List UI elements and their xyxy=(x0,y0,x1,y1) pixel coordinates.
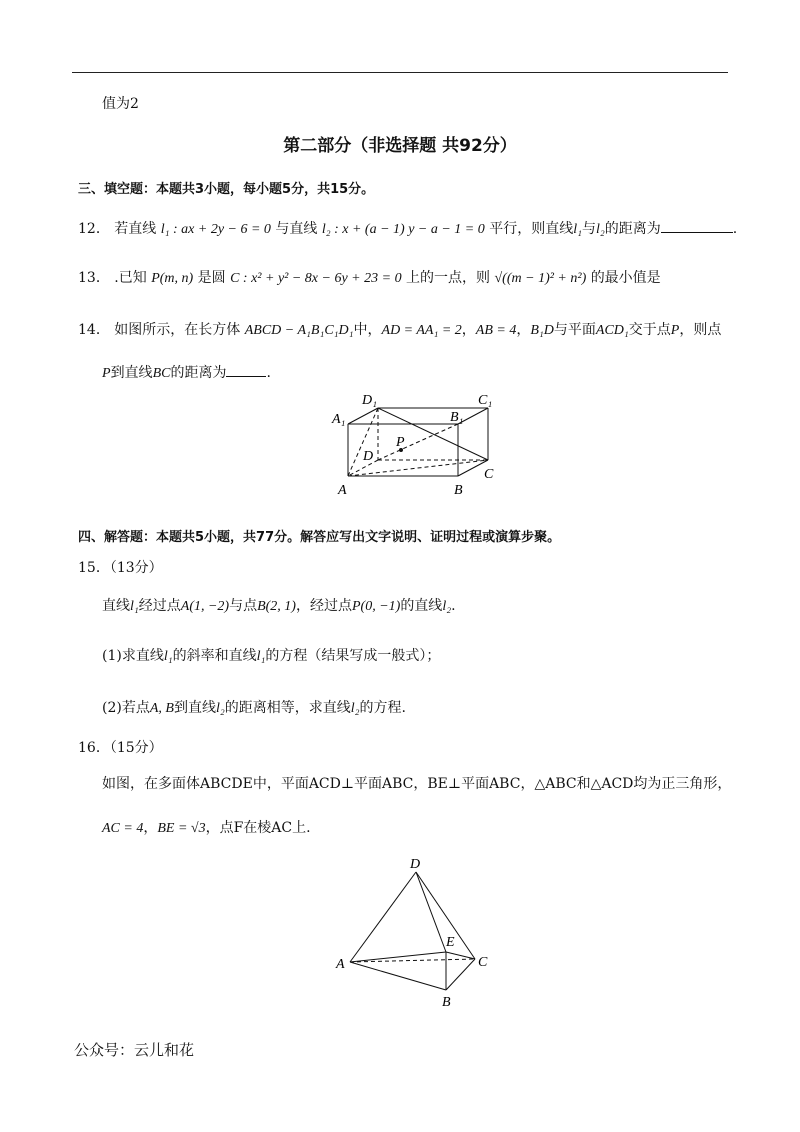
label-a: A xyxy=(338,483,347,498)
label-b1: B₁ xyxy=(450,410,464,425)
label-c: C xyxy=(478,955,488,970)
q12-text-c: 平行，则直线 xyxy=(489,221,574,237)
edge-bc xyxy=(446,959,475,990)
q15-text-a: 直线 xyxy=(102,598,130,614)
q13-text-b: 是圆 xyxy=(197,270,226,286)
section-3-heading: 三、填空题：本题共3小题，每小题5分，共15分。 xyxy=(78,182,375,197)
q14-line2-p: P xyxy=(102,366,111,381)
q14-bc: BC xyxy=(152,366,171,381)
q14-text-f: 交于点 xyxy=(628,322,671,338)
q14-text-a: 如图所示，在长方体 xyxy=(114,322,241,338)
q15-text-c: 与点 xyxy=(229,598,258,614)
label-b: B xyxy=(442,995,451,1010)
question-13 xyxy=(78,268,661,289)
label-c1: C₁ xyxy=(478,393,493,408)
polyhedron-figure xyxy=(330,852,510,1014)
q15-p1-l1: l₁ xyxy=(163,649,173,664)
edge-da xyxy=(350,872,416,962)
q14-text-d: ， xyxy=(516,322,531,338)
q15-text-e: 的直线 xyxy=(400,598,443,614)
q14-line2-b: 的距离为 xyxy=(170,365,227,381)
section-4-heading: 四、解答题：本题共5小题，共77分。解答应写出文字说明、证明过程或演算步聚。 xyxy=(78,530,561,545)
question-14-line2 xyxy=(102,362,271,384)
q14-plane: ACD₁ xyxy=(595,323,629,338)
q14-line2-a: 到直线 xyxy=(110,365,153,381)
part-title: 第二部分（非选择题 共92分） xyxy=(283,136,517,156)
label-a: A xyxy=(336,957,345,972)
q15-text-b: 经过点 xyxy=(138,598,181,614)
header-rule xyxy=(72,72,728,73)
q16-text-d: ，点F在棱AC上. xyxy=(205,820,311,836)
q15-point-b: B(2, 1) xyxy=(257,599,296,614)
q14-number: 14． xyxy=(78,322,110,338)
question-12 xyxy=(78,218,737,240)
q14-eq1: AD = AA₁ = 2 xyxy=(381,323,462,338)
header-text: 值为2 xyxy=(102,96,139,112)
edge-ab xyxy=(350,962,446,990)
q15-p1-c: 的方程（结果写成一般式）； xyxy=(265,648,441,664)
edge-de xyxy=(416,872,446,952)
question-14 xyxy=(78,320,721,341)
q13-number: 13． xyxy=(78,270,110,286)
q12-l1-symbol: l₁ xyxy=(573,222,582,237)
q15-p1-b: 的斜率和直线 xyxy=(172,648,257,664)
label-a1: A₁ xyxy=(332,412,346,427)
question-15-part2 xyxy=(102,698,406,719)
q12-text-e: 的距离为 xyxy=(604,221,661,237)
q12-answer-blank xyxy=(661,218,733,233)
q14-point-p: P xyxy=(670,323,680,338)
q15-l1: l₁ xyxy=(130,599,139,614)
label-d: D xyxy=(363,449,374,464)
q15-p2-a: (2)若点 xyxy=(102,700,150,716)
label-d1: D₁ xyxy=(362,393,377,408)
q16-number: 16．（15分） xyxy=(78,740,163,756)
q14-text-g: ，则点 xyxy=(679,322,722,338)
q14-text-b: 中， xyxy=(353,322,382,338)
q14-end: . xyxy=(266,365,271,381)
footer-text: 公众号：云儿和花 xyxy=(74,1041,195,1059)
q12-line-l1: l₁ : ax + 2y − 6 = 0 xyxy=(160,222,271,237)
q16-eq1: AC = 4 xyxy=(102,821,144,836)
q15-p1-a: (1)求直线 xyxy=(102,648,164,664)
q15-p2-c: 的距离相等，求直线 xyxy=(224,700,351,716)
label-d: D xyxy=(410,857,421,872)
q15-text-d: ，经过点 xyxy=(295,598,352,614)
q15-point-a: A(1, −2) xyxy=(180,599,230,614)
q13-circle-equation: C : x² + y² − 8x − 6y + 23 = 0 xyxy=(230,271,402,286)
q12-l2-symbol: l₂ xyxy=(595,222,605,237)
question-16-line2 xyxy=(102,818,311,839)
question-15-stem xyxy=(102,596,456,617)
diagonal-d1c xyxy=(378,408,488,460)
q13-text-d: 的最小值是 xyxy=(590,270,661,286)
q14-text-c: ， xyxy=(461,322,476,338)
q12-text-d: 与 xyxy=(581,221,596,237)
q15-l2: l₂ xyxy=(442,599,452,614)
q15-p2-l2b: l₂ xyxy=(350,701,360,716)
label-e: E xyxy=(446,935,455,950)
q15-number: 15．（13分） xyxy=(78,560,163,576)
q13-text-c: 上的一点，则 xyxy=(406,270,491,286)
q15-p1-l1b: l₁ xyxy=(256,649,266,664)
label-b: B xyxy=(454,483,463,498)
question-15-part1 xyxy=(102,646,440,667)
question-16-stem: 如图，在多面体ABCDE中，平面ACD⊥平面ABC，BE⊥平面ABC，△ABC和△ACD均为正三角形， xyxy=(102,776,732,792)
q15-p2-b: 到直线 xyxy=(173,700,216,716)
edge-ae xyxy=(350,952,446,962)
q15-end: . xyxy=(451,598,456,614)
q15-point-p: P(0, −1) xyxy=(351,599,401,614)
q12-line-l2: l₂ : x + (a − 1) y − a − 1 = 0 xyxy=(321,222,485,237)
cuboid-figure xyxy=(330,388,510,500)
q13-expression: √((m − 1)² + n²) xyxy=(494,271,587,286)
q16-eq2: BE = √3 xyxy=(157,821,206,836)
q13-point-p: P(m, n) xyxy=(151,271,194,286)
q14-b1d: B₁D xyxy=(530,323,554,338)
q15-p2-l2: l₂ xyxy=(215,701,225,716)
q15-p2-ab: A, B xyxy=(149,701,174,716)
q12-number: 12． xyxy=(78,221,110,237)
q16-text-c: ， xyxy=(143,820,158,836)
q14-answer-blank xyxy=(226,362,266,377)
q12-end: . xyxy=(732,221,738,237)
edge-d1a1 xyxy=(348,408,378,424)
q14-eq2: AB = 4 xyxy=(475,323,517,338)
q12-text-a: 若直线 xyxy=(114,221,157,237)
diagonal-ad1-hidden xyxy=(348,408,378,476)
q13-text-a: .已知 xyxy=(114,270,147,286)
q15-p2-d: 的方程. xyxy=(359,700,406,716)
label-p: P xyxy=(396,435,405,450)
diagonal-b1d-hidden xyxy=(378,424,458,460)
q12-text-b: 与直线 xyxy=(275,221,318,237)
label-c: C xyxy=(484,467,494,482)
q14-solid: ABCD − A₁B₁C₁D₁ xyxy=(244,323,354,338)
q14-text-e: 与平面 xyxy=(553,322,596,338)
